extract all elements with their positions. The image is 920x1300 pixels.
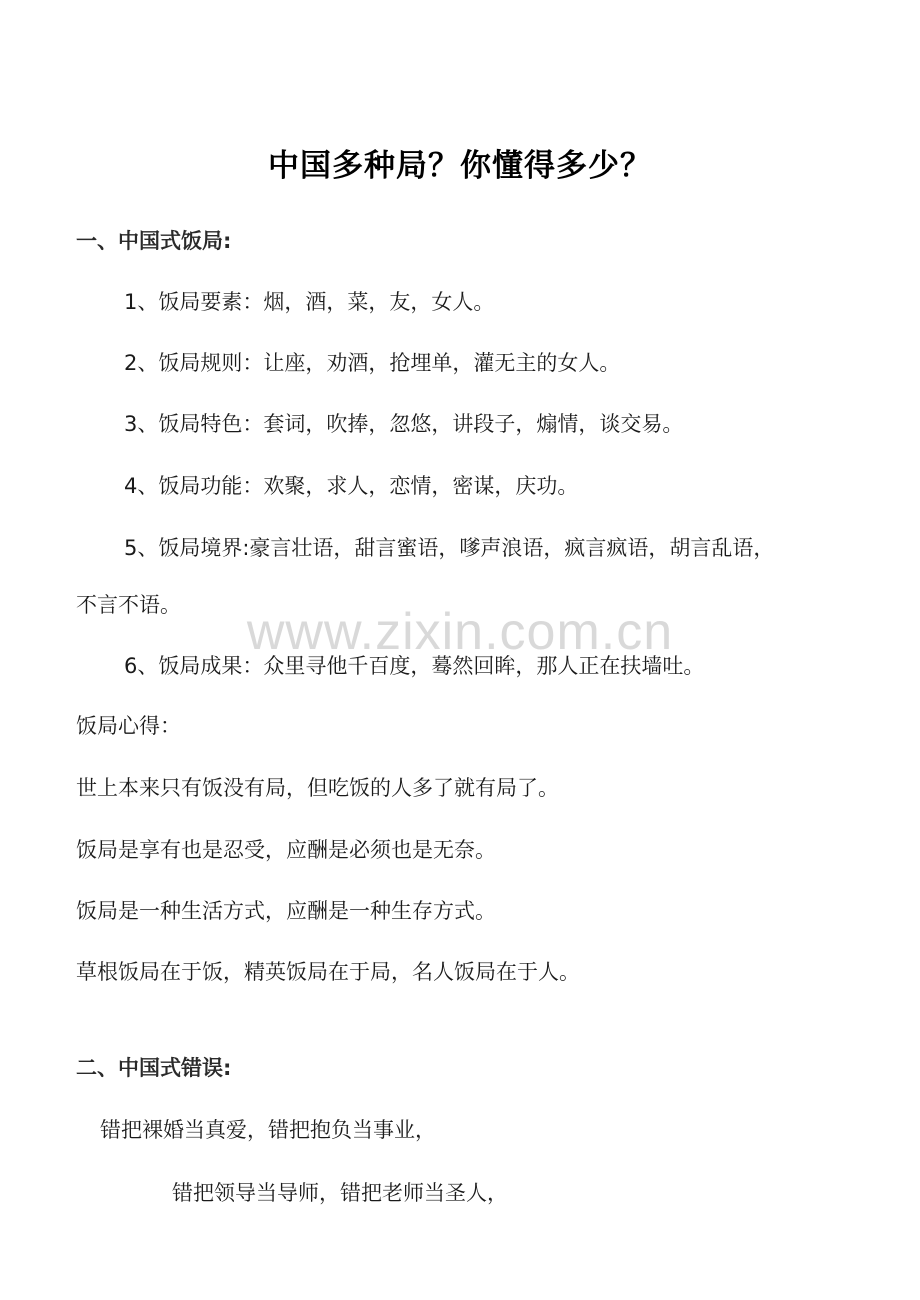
section-heading-1: 一、中国式饭局: — [76, 229, 232, 253]
list-item: 1、饭局要素：烟，酒，菜，友，女人。 — [124, 290, 495, 314]
insight-label: 饭局心得： — [76, 714, 181, 738]
section2-line: 错把领导当导师，错把老师当圣人， — [172, 1181, 508, 1205]
list-item: 2、饭局规则：让座，劝酒，抢埋单，灌无主的女人。 — [124, 351, 621, 375]
list-item: 5、饭局境界:豪言壮语，甜言蜜语，嗲声浪语，疯言疯语，胡言乱语， — [124, 536, 775, 560]
list-item: 3、饭局特色：套词，吹捧，忽悠，讲段子，煽情，谈交易。 — [124, 412, 684, 436]
document-title: 中国多种局？你懂得多少？ — [268, 148, 652, 184]
watermark: www.zixin.com.cn — [246, 603, 674, 661]
section-heading-2: 二、中国式错误: — [76, 1056, 232, 1080]
list-item: 6、饭局成果：众里寻他千百度，蓦然回眸，那人正在扶墙吐。 — [124, 654, 705, 678]
insight-line: 饭局是一种生活方式，应酬是一种生存方式。 — [76, 899, 496, 923]
section2-line: 错把裸婚当真爱，错把抱负当事业， — [100, 1118, 436, 1142]
insight-line: 世上本来只有饭没有局，但吃饭的人多了就有局了。 — [76, 776, 559, 800]
insight-line: 草根饭局在于饭，精英饭局在于局，名人饭局在于人。 — [76, 960, 580, 984]
insight-line: 饭局是享有也是忍受，应酬是必须也是无奈。 — [76, 838, 496, 862]
list-item: 4、饭局功能：欢聚，求人，恋情，密谋，庆功。 — [124, 474, 579, 498]
list-item-continuation: 不言不语。 — [76, 593, 181, 617]
